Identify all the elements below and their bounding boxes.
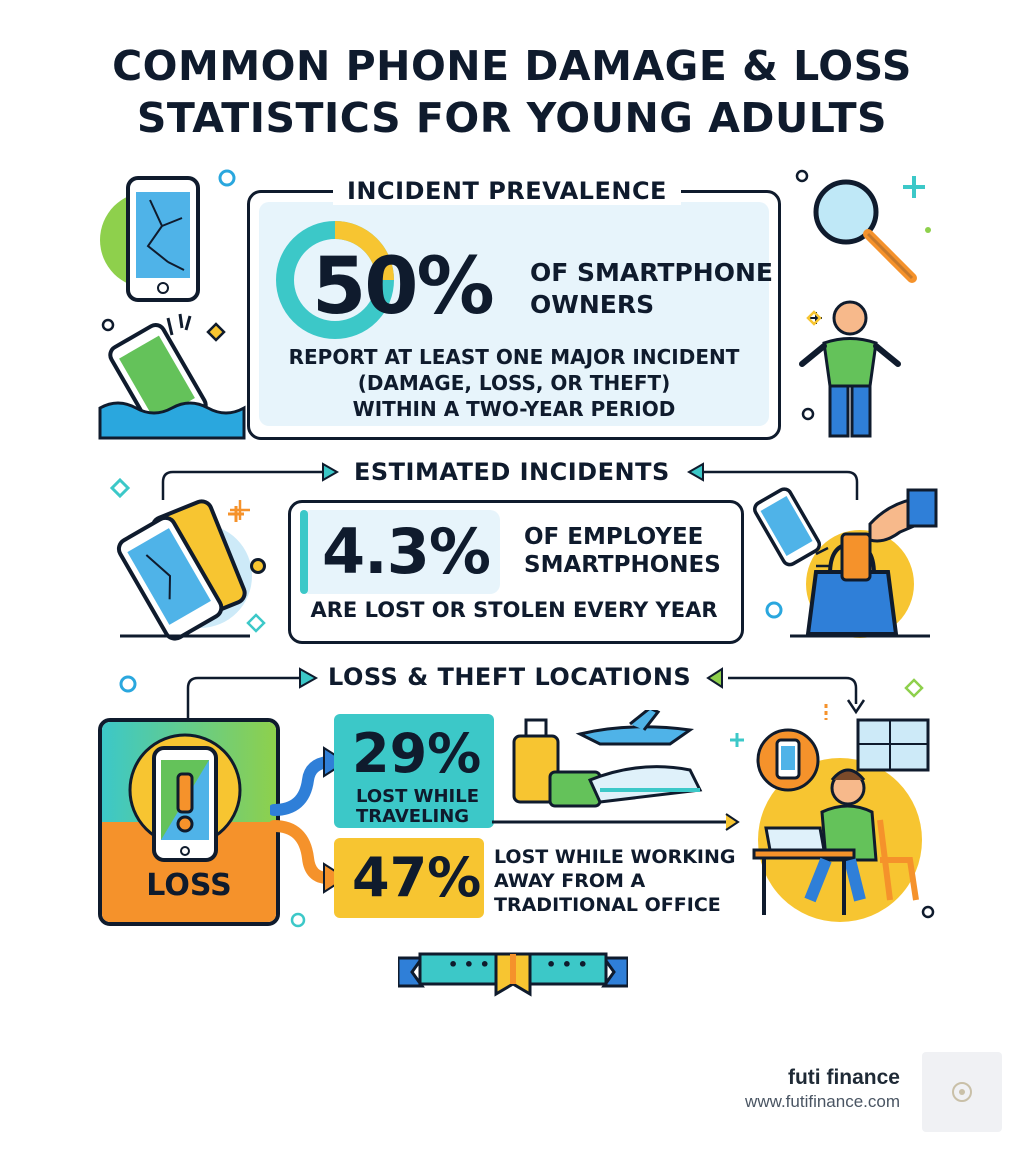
alert-phone-icon — [120, 730, 250, 870]
magnifier-person-icon — [790, 168, 940, 440]
ribbon-right-dots: • • • — [546, 955, 588, 974]
estimated-stat-label-2: SMARTPHONES — [524, 552, 721, 578]
traveling-stat: 29% — [352, 722, 482, 785]
prevalence-detail-1: REPORT AT LEAST ONE MAJOR INCIDENT — [288, 345, 740, 369]
traveling-label-2: TRAVELING — [356, 806, 470, 827]
theft-bag-icon — [750, 484, 940, 644]
loss-badge-label: LOSS — [146, 868, 232, 903]
footer-logo — [922, 1052, 1002, 1132]
prevalence-stat: 50% — [312, 242, 493, 332]
remote-label-1: LOST WHILE WORKING — [494, 846, 736, 868]
estimated-stat: 4.3% — [322, 515, 490, 588]
footer-logo-icon — [922, 1052, 1002, 1132]
travel-icons — [490, 710, 740, 835]
estimated-accent-bar — [300, 510, 308, 594]
ribbon-banner — [398, 950, 628, 1000]
remote-label-2: AWAY FROM A — [494, 870, 646, 892]
cracked-phone-icon — [98, 170, 248, 445]
locations-heading: LOSS & THEFT LOCATIONS — [328, 663, 692, 691]
prevalence-detail-2: (DAMAGE, LOSS, OR THEFT) — [357, 371, 671, 395]
prevalence-detail-3: WITHIN A TWO-YEAR PERIOD — [352, 397, 676, 421]
page-title-line-2: STATISTICS FOR YOUNG ADULTS — [136, 94, 888, 142]
estimated-heading: ESTIMATED INCIDENTS — [354, 458, 670, 486]
estimated-stat-label-1: OF EMPLOYEE — [524, 524, 704, 550]
remote-label-3: TRADITIONAL OFFICE — [494, 894, 721, 916]
prevalence-stat-label-1: OF SMARTPHONE — [530, 258, 773, 287]
remote-worker-icon — [730, 700, 940, 930]
prevalence-heading: INCIDENT PREVALENCE — [333, 177, 681, 205]
dropped-phones-icon — [100, 466, 280, 646]
footer-brand: futi finance — [787, 1066, 900, 1089]
remote-stat: 47% — [352, 846, 482, 909]
footer-url[interactable]: www.futifinance.com — [745, 1092, 900, 1111]
traveling-label-1: LOST WHILE — [356, 786, 480, 807]
estimated-detail: ARE LOST OR STOLEN EVERY YEAR — [310, 598, 718, 622]
page-title-line-1: COMMON PHONE DAMAGE & LOSS — [112, 42, 912, 90]
ribbon-left-dots: • • • — [448, 955, 490, 974]
prevalence-stat-label-2: OWNERS — [530, 290, 655, 319]
